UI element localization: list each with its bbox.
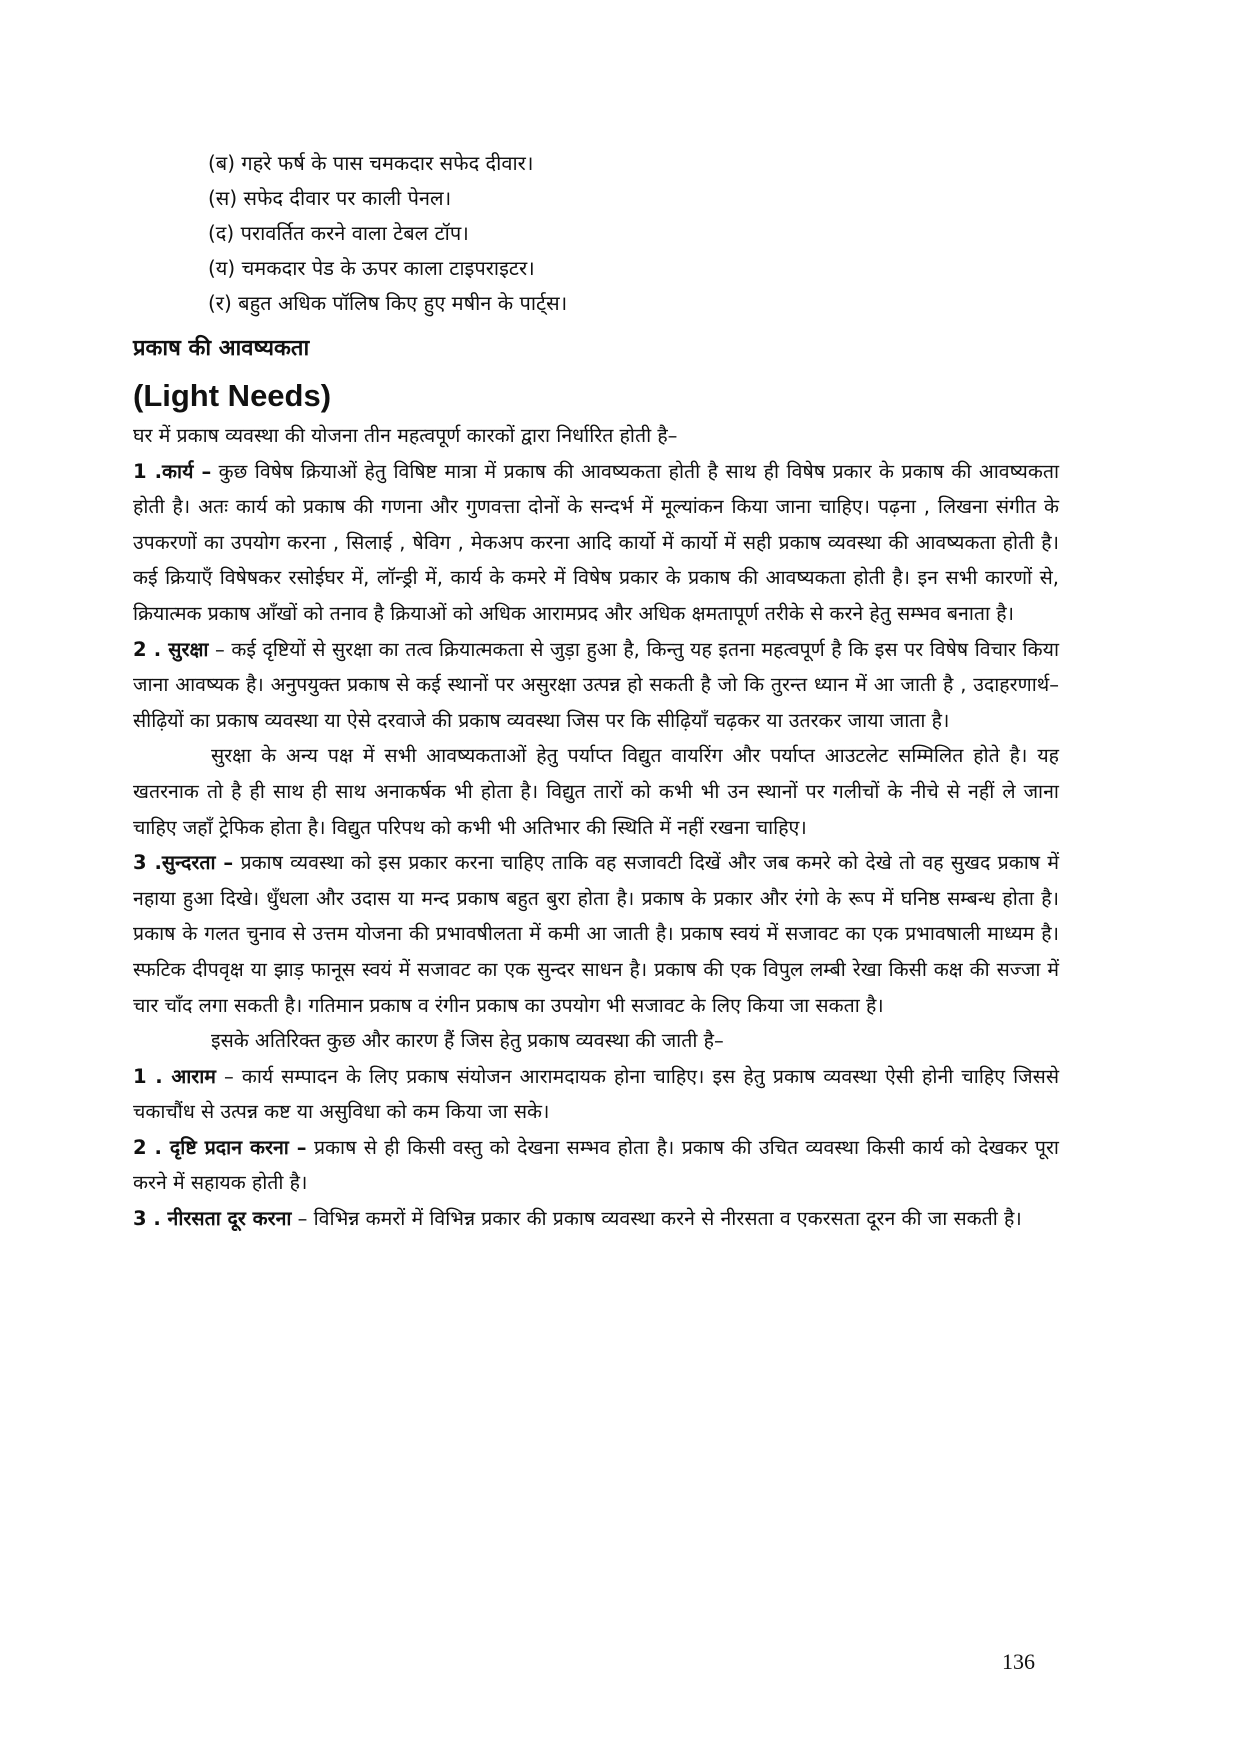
paragraph-safety: [133, 632, 1059, 739]
paragraph-work: [133, 454, 1059, 632]
paragraph-text: – विभिन्न कमरों में विभिन्न प्रकार की प्रकाष व्यवस्था करने से नीरसता व एकरसता दूरन की जा सकती है।: [291, 1207, 1022, 1231]
paragraph-additional-reasons: इसके अतिरिक्त कुछ और कारण हैं जिस हेतु प्रकाष व्यवस्था की जाती है–: [211, 1029, 724, 1053]
list-item: (र) बहुत अधिक पॉलिष किए हुए मषीन के पार्ट्स।: [208, 291, 568, 315]
paragraph-vision: [133, 1130, 1059, 1201]
list-item: (स) सफेद दीवार पर काली पेनल।: [208, 186, 452, 210]
paragraph-label: 1 . आराम: [133, 1064, 216, 1088]
list-item: (ब) गहरे फर्ष के पास चमकदार सफेद दीवार।: [208, 151, 534, 175]
paragraph-text: कुछ विषेष क्रियाओं हेतु विषिष्ट मात्रा में प्रकाष की आवष्यकता होती है साथ ही विषेष प्रकार के प्रकाष की आवष्यकता होती है। अतः कार्य को प्रकाष की गणना और गुणवत्ता दोनों के सन्दर्भ में मूल्यांकन किया जाना चाहिए। पढ़ना , लिखना संगीत के उपकरणों का उपयोग करना , सिलाई , षेविग , मेकअप करना आदि कार्यो में कार्यो में सही प्रकाष व्यवस्था की आवष्यकता होती है। कई क्रियाएँ विषेषकर रसोईघर में, लॉन्ड्री में, कार्य के कमरे में विषेष प्रकार के प्रकाष की आवष्यकता होती है। इन सभी कारणों से, क्रियात्मक प्रकाष आँखों को तनाव है क्रियाओं को अधिक आरामप्रद और अधिक क्षमतापूर्ण तरीके से करने हेतु सम्भव बनाता है।: [133, 459, 1059, 625]
paragraph-label: 2 . सुरक्षा: [133, 637, 209, 661]
paragraph-beauty: [133, 845, 1059, 1023]
intro-paragraph: घर में प्रकाष व्यवस्था की योजना तीन महत्वपूर्ण कारकों द्वारा निर्धारित होती है–: [133, 424, 678, 447]
paragraph-label: 3 . नीरसता दूर करना: [133, 1207, 292, 1231]
body-text: [133, 418, 1059, 1237]
paragraph-monotony: [133, 1201, 1059, 1237]
paragraph-label: 2 . दृष्टि प्रदान करना –: [133, 1135, 307, 1159]
section-heading-hindi: प्रकाष की आवष्यकता: [133, 336, 310, 361]
paragraph-text: प्रकाष व्यवस्था को इस प्रकार करना चाहिए ताकि वह सजावटी दिखें और जब कमरे को देखे तो वह सुखद प्रकाष में नहाया हुआ दिखे। धुँधला और उदास या मन्द प्रकाष बहुत बुरा होता है। प्रकाष के प्रकार और रंगो के रूप में घनिष्ठ सम्बन्ध होता है। प्रकाष के गलत चुनाव से उत्तम योजना की प्रभावषीलता में कमी आ जाती है। प्रकाष स्वयं में सजावट का एक प्रभावषाली माध्यम है। स्फटिक दीपवृक्ष या झाड़ फानूस स्वयं में सजावट का एक सुन्दर साधन है। प्रकाष की एक विपुल लम्बी रेखा किसी कक्ष की सज्जा में चार चाँद लगा सकती है। गतिमान प्रकाष व रंगीन प्रकाष का उपयोग भी सजावट के लिए किया जा सकता है।: [133, 851, 1059, 1017]
paragraph-comfort: [133, 1059, 1059, 1130]
list-item: (य) चमकदार पेड के ऊपर काला टाइपराइटर।: [208, 256, 535, 280]
page-number: 136: [1002, 1649, 1035, 1674]
paragraph-label: 3 .सुन्दरता –: [133, 851, 234, 875]
paragraph-text: – कार्य सम्पादन के लिए प्रकाष संयोजन आरामदायक होना चाहिए। इस हेतु प्रकाष व्यवस्था ऐसी होनी चाहिए जिससे चकाचौंध से उत्पन्न कष्ट या असुविधा को कम किया जा सके।: [133, 1064, 1059, 1124]
paragraph-text: – कई दृष्टियों से सुरक्षा का तत्व क्रियात्मकता से जुड़ा हुआ है, किन्तु यह इतना महत्वपूर्ण है कि इस पर विषेष विचार किया जाना आवष्यक है। अनुपयुक्त प्रकाष से कई स्थानों पर असुरक्षा उत्पन्न हो सकती है जो कि तुरन्त ध्यान में आ जाती है , उदाहरणार्थ–सीढ़ियों का प्रकाष व्यवस्था या ऐसे दरवाजे की प्रकाष व्यवस्था जिस पर कि सीढ़ियाँ चढ़कर या उतरकर जाया जाता है।: [133, 637, 1059, 732]
section-heading-english: (Light Needs): [133, 378, 332, 413]
example-list: [208, 146, 1108, 321]
list-item: (द) परावर्तित करने वाला टेबल टॉप।: [208, 221, 469, 245]
paragraph-text: प्रकाष से ही किसी वस्तु को देखना सम्भव होता है। प्रकाष की उचित व्यवस्था किसी कार्य को देखकर पूरा करने में सहायक होती है।: [133, 1135, 1059, 1195]
paragraph-label: 1 .कार्य –: [133, 459, 212, 483]
paragraph-safety-continued: सुरक्षा के अन्य पक्ष में सभी आवष्यकताओं हेतु पर्याप्त विद्युत वायरिंग और पर्याप्त आउटलेट सम्मिलित होते है। यह खतरनाक तो है ही साथ ही साथ अनाकर्षक भी होता है। विद्युत तारों को कभी भी उन स्थानों पर गलीचों के नीचे से नहीं ले जाना चाहिए जहाँ ट्रेफिक होता है। विद्युत परिपथ को कभी भी अतिभार की स्थिति में नहीं रखना चाहिए।: [133, 744, 1059, 839]
